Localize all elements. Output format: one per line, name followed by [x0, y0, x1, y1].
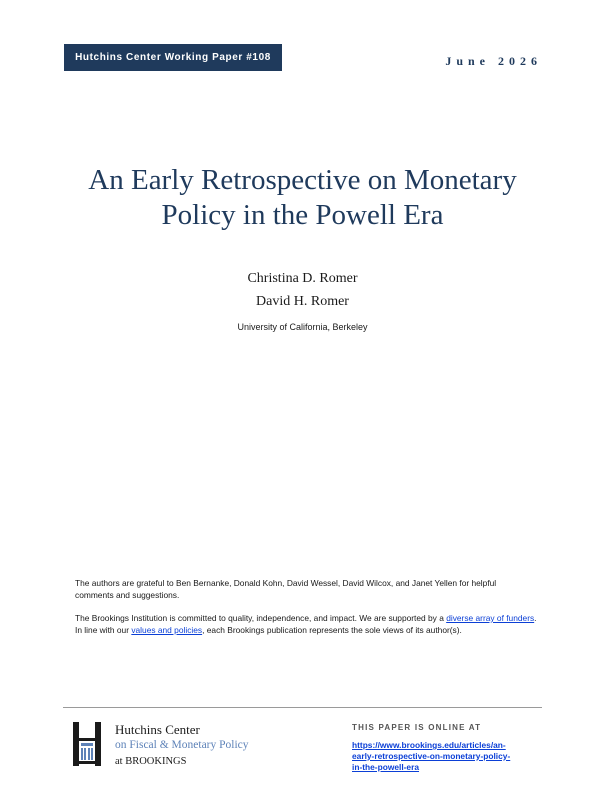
- hutchins-logo-icon: [72, 722, 102, 766]
- author-name: David H. Romer: [256, 294, 349, 309]
- funding-middle: . In line with our: [75, 613, 537, 635]
- funding-statement: [75, 613, 537, 636]
- working-paper-badge: [64, 44, 282, 71]
- logo-line-center: Hutchins Center: [115, 722, 200, 737]
- funders-link[interactable]: diverse array of funders: [446, 613, 535, 623]
- url-line: early-retrospective-on-monetary-policy-: [352, 751, 511, 761]
- publication-date: June 2026: [445, 54, 542, 68]
- acknowledgment-text: The authors are grateful to Ben Bernanke, Donald Kohn, David Wessel, David Wilcox, and Janet Yellen for helpful comments and suggestions.: [75, 578, 497, 600]
- author-name: Christina D. Romer: [247, 271, 358, 286]
- logo-line-policy: on Fiscal & Monetary Policy: [115, 739, 249, 751]
- brookings-logo: [115, 722, 249, 769]
- funding-prefix: The Brookings Institution is committed to quality, independence, and impact. We are supported by a: [75, 613, 447, 623]
- url-line: https://www.brookings.edu/articles/an-: [352, 740, 506, 750]
- funding-suffix: , each Brookings publication represents the sole views of its author(s).: [202, 624, 462, 635]
- paper-url-link[interactable]: [352, 740, 542, 773]
- online-label: THIS PAPER IS ONLINE AT: [352, 723, 482, 732]
- title-line-2: Policy in the Powell Era: [161, 199, 444, 231]
- author-affiliation: University of California, Berkeley: [237, 322, 368, 332]
- values-policies-link[interactable]: values and policies: [131, 624, 203, 635]
- url-line: in-the-powell-era: [352, 762, 420, 772]
- logo-line-brookings: at BROOKINGS: [115, 756, 187, 767]
- footer-divider: [63, 707, 542, 708]
- title-line-1: An Early Retrospective on Monetary: [88, 164, 517, 196]
- paper-title: [40, 163, 565, 233]
- working-paper-label: Hutchins Center Working Paper #108: [75, 52, 271, 63]
